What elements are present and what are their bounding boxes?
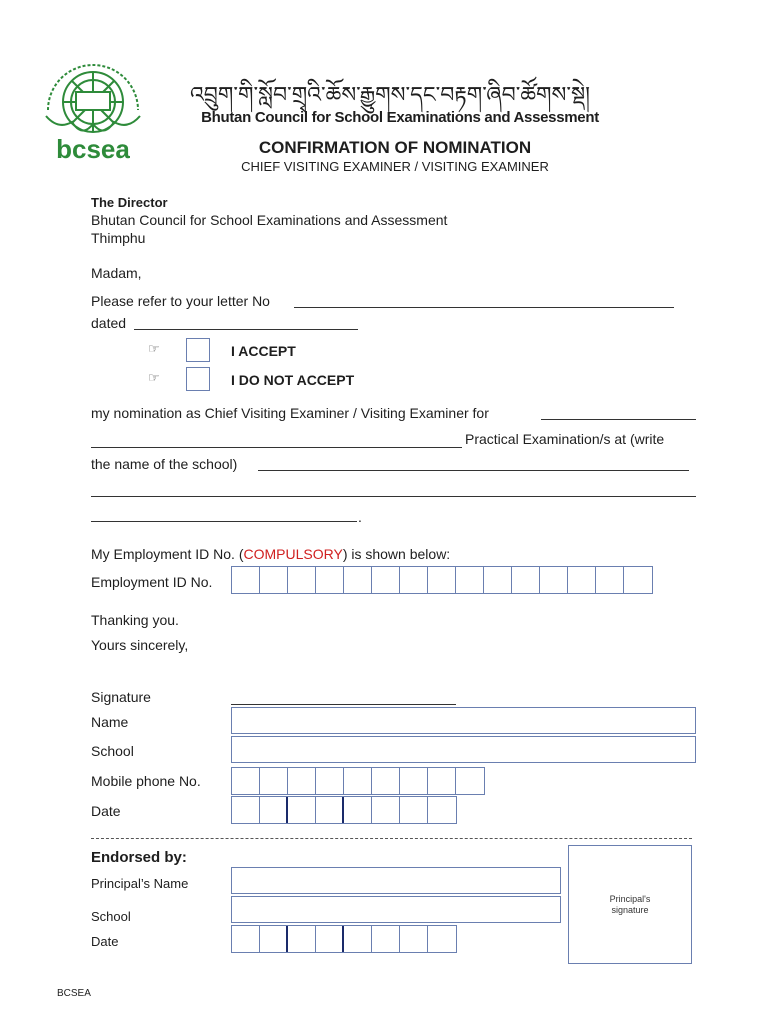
refer-label: Please refer to your letter No — [91, 293, 270, 309]
form-subtitle: CHIEF VISITING EXAMINER / VISITING EXAMINER — [241, 159, 549, 174]
salutation: Madam, — [91, 265, 142, 281]
endorse-school-label: School — [91, 909, 131, 924]
signature-label: Signature — [91, 689, 151, 705]
principal-name-label: Principal’s Name — [91, 876, 189, 891]
school-field[interactable] — [231, 736, 696, 763]
compulsory-text: COMPULSORY — [243, 546, 343, 562]
caption-line-1: Principal's — [609, 894, 651, 904]
employment-note-after: ) is shown below: — [342, 546, 451, 562]
footer-code: BCSEA — [57, 988, 91, 999]
school-name-label: the name of the school) — [91, 456, 238, 472]
endorsed-heading: Endorsed by: — [91, 849, 187, 866]
yours-sincerely: Yours sincerely, — [91, 637, 189, 653]
date-label: Date — [91, 803, 121, 819]
endorse-date-cells[interactable] — [231, 925, 457, 953]
principal-signature-caption — [569, 894, 691, 916]
endorse-school-field[interactable] — [231, 896, 561, 923]
logo-wordmark: bcsea — [56, 134, 130, 164]
principal-name-field[interactable] — [231, 867, 561, 894]
endorse-date-label: Date — [91, 934, 119, 949]
not-accept-label: I DO NOT ACCEPT — [231, 372, 355, 388]
thanking: Thanking you. — [91, 612, 179, 628]
address-city: Thimphu — [91, 230, 146, 246]
subject-field-continued[interactable] — [91, 447, 462, 448]
mobile-cells[interactable] — [231, 767, 485, 795]
nomination-label: my nomination as Chief Visiting Examiner / Visiting Examiner for — [91, 405, 489, 421]
signature-field[interactable] — [231, 704, 456, 705]
date-cells[interactable] — [231, 796, 457, 824]
bcsea-logo — [38, 52, 148, 164]
accept-label: I ACCEPT — [231, 343, 296, 359]
letter-no-field[interactable] — [294, 307, 674, 308]
address-org: Bhutan Council for School Examinations and Assessment — [91, 212, 448, 228]
dated-label: dated — [91, 315, 127, 331]
employment-id-cells[interactable] — [231, 566, 653, 594]
period: . — [358, 509, 362, 525]
school-name-field-line2[interactable] — [91, 496, 696, 497]
school-label: School — [91, 743, 134, 759]
name-label: Name — [91, 714, 129, 730]
school-name-field-line3[interactable] — [91, 521, 357, 522]
org-name: Bhutan Council for School Examinations and Assessment — [201, 109, 599, 126]
address-to: The Director — [91, 195, 168, 210]
employment-id-label: Employment ID No. — [91, 574, 213, 590]
pointer-icon: ☞ — [148, 341, 160, 356]
dated-field[interactable] — [134, 329, 358, 330]
not-accept-checkbox[interactable] — [186, 367, 210, 391]
employment-note — [91, 546, 450, 562]
accept-checkbox[interactable] — [186, 338, 210, 362]
name-field[interactable] — [231, 707, 696, 734]
dzongkha-title: འབྲུག་གི་སློབ་གྲྭའི་ཆོས་རྒྱུགས་དང་བརྟག་ཞིབ་ཚོགས་སྡེ། — [189, 83, 591, 108]
pointer-icon: ☞ — [148, 370, 160, 385]
caption-line-2: signature — [611, 905, 649, 915]
subject-field[interactable] — [541, 419, 696, 420]
practical-label: Practical Examination/s at (write — [465, 431, 665, 447]
employment-note-before: My Employment ID No. ( — [91, 546, 244, 562]
mobile-label: Mobile phone No. — [91, 773, 201, 789]
form-title: CONFIRMATION OF NOMINATION — [258, 138, 532, 157]
school-name-field[interactable] — [258, 470, 689, 471]
section-divider — [91, 838, 692, 839]
principal-signature-box[interactable] — [568, 845, 692, 964]
